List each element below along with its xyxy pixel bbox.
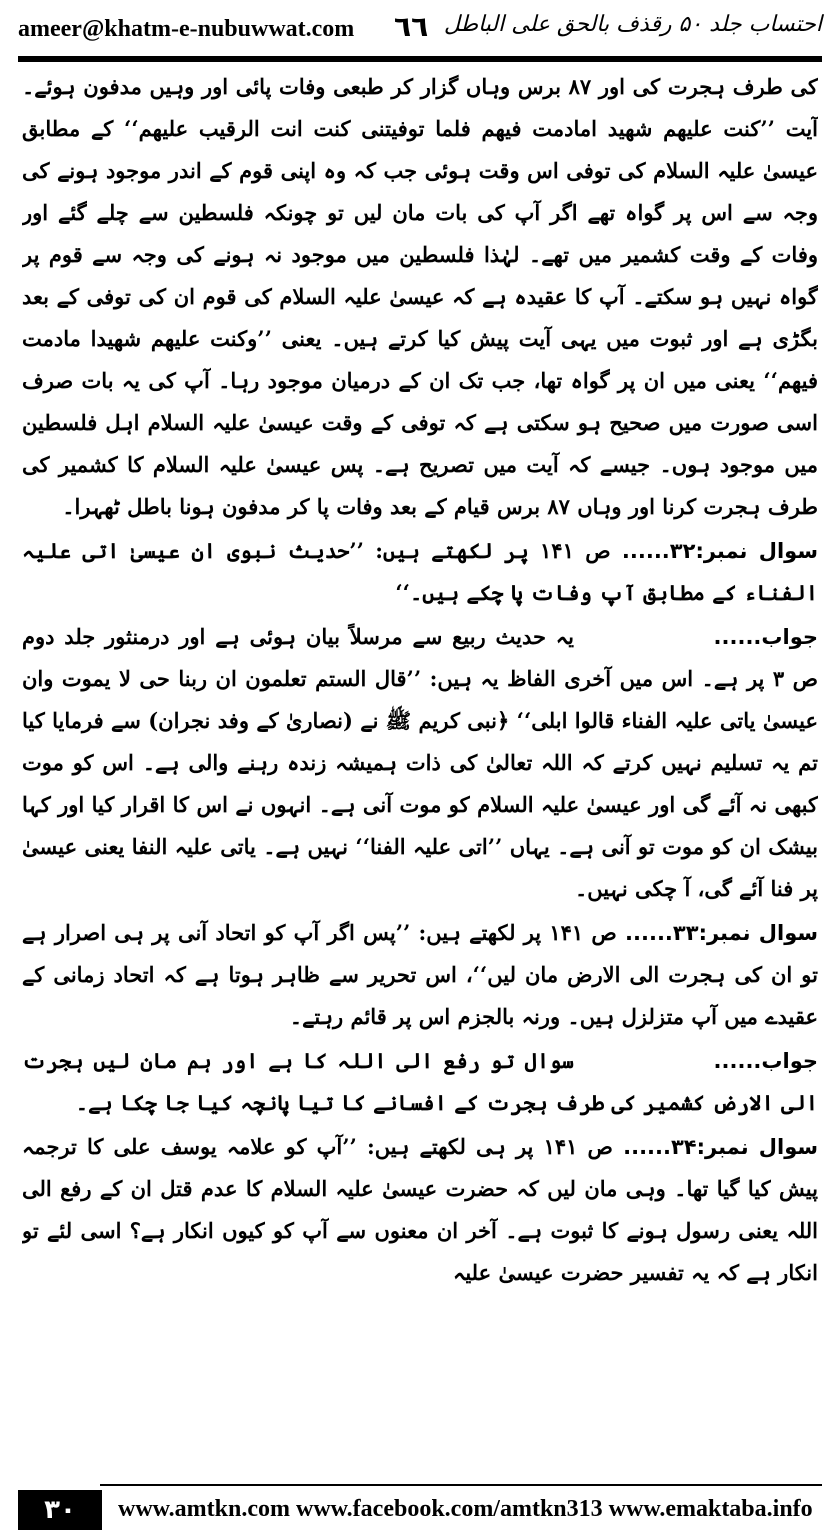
- question-34: [22, 1126, 818, 1294]
- question-label: سوال نمبر:۳۳......: [625, 921, 818, 945]
- question-33: [22, 912, 818, 1038]
- header-book-title: احتساب جلد ۵۰ رقذف بالحق علی الباطل: [443, 12, 822, 37]
- header-divider: [18, 56, 822, 62]
- paragraph-intro: [22, 66, 818, 528]
- paragraph-text: ص ۱۴۱ پر لکھتے ہیں: ’’حدیث نبوی ان عیسیٰ اتی علیہ الفناء کے مطابق آپ وفات پا چکے ہیں۔‘‘: [22, 538, 818, 605]
- footer-page-number: ۳۰: [18, 1490, 102, 1530]
- paragraph-text: کی طرف ہجرت کی اور ۸۷ برس وہاں گزار کر طبعی وفات پائی اور وہیں مدفون ہوئے۔ آیت ’’کنت علیھم شھید امادمت فیھم فلما توفیتنی کنت انت الرقیب علیھم‘‘ کے مطابق عیسیٰ علیہ السلام کی توفی اس وقت ہوئی جب کہ وہ اپنی قوم کے اندر موجود ہونے کی وجہ سے اس پر گواہ تھے اگر آپ کی بات مان لیں تو چونکہ فلسطین سے چلے گئے اور وفات کے وقت کشمیر میں تھے۔ لہٰذا فلسطین میں موجود نہ ہونے کی وجہ سے قوم پر گواہ نہیں ہو سکتے۔ آپ کا عقیدہ ہے کہ عیسیٰ علیہ السلام کی قوم ان کی توفی کے بعد بگڑی ہے اور ثبوت میں یہی آیت پیش کیا کرتے ہیں۔ یعنی ’’وکنت علیھم شھیدا مادمت فیھم‘‘ یعنی میں ان پر گواہ تھا، جب تک ان کے درمیان موجود رہا۔ آپ کی یہ بات صرف اسی صورت میں صحیح ہو سکتی ہے کہ توفی کے وقت عیسیٰ علیہ السلام اہل فلسطین میں موجود ہوں۔ جیسے کہ آیت میں تصریح ہے۔ پس عیسیٰ علیہ السلام کا کشمیر کی طرف ہجرت کرنا اور وہاں ۸۷ برس قیام کے بعد وفات پا کر مدفون ہونا باطل ٹھہرا۔: [22, 74, 818, 519]
- answer-33: [22, 1040, 818, 1124]
- footer-links[interactable]: www.amtkn.com www.facebook.com/amtkn313 www.emaktaba.info: [118, 1496, 813, 1522]
- paragraph-text: یہ حدیث ربیع سے مرسلاً بیان ہوئی ہے اور درمنثور جلد دوم ص ۳ پر ہے۔ اس میں آخری الفاظ یہ ہیں: ’’قال الستم تعلمون ان ربنا حی لا یموت وان عیسیٰ یاتی علیہ الفناء قالوا ابلی‘‘ ﴿نبی کریم ﷺ نے (نصاریٰ کے وفد نجران) سے فرمایا کیا تم یہ تسلیم نہیں کرتے کہ اللہ تعالیٰ کی ذات ہمیشہ زندہ رہنے والی ہے۔ اس کو موت کبھی نہ آئے گی اور عیسیٰ علیہ السلام کو موت آنی ہے۔ انہوں نے اس کا اقرار کیا اور کہا بیشک ان کو موت تو آنی ہے۔ یہاں ’’اتی علیہ الفنا‘‘ نہیں ہے۔ یاتی علیہ النفا یعنی عیسیٰ پر فنا آئے گی، آ چکی نہیں۔: [22, 624, 818, 901]
- footer-divider: [100, 1484, 822, 1486]
- page-header: [18, 10, 822, 50]
- answer-label: جواب......: [713, 625, 818, 649]
- answer-32: [22, 616, 818, 910]
- paragraph-text: سوال تو رفع الی اللہ کا ہے اور ہم مان لیں ہجرت الی الارض کشمیر کی طرف ہجرت کے افسانے کا تیا پانچہ کیا جا چکا ہے۔: [22, 1048, 818, 1115]
- page-footer: [18, 1490, 822, 1534]
- answer-label: جواب......: [713, 1049, 818, 1073]
- paragraph-text: ص ۱۴۱ پر ہی لکھتے ہیں: ’’آپ کو علامہ یوسف علی کا ترجمہ پیش کیا گیا تھا۔ وہی مان لیں کہ حضرت عیسیٰ علیہ السلام کا عدم قتل ان کے رفع الی اللہ یعنی رسول ہونے کا ثبوت ہے۔ آخر ان معنوں سے آپ کو کیوں انکار ہے؟ اسی لئے تو انکار ہے کہ یہ تفسیر حضرت عیسیٰ علیہ: [22, 1134, 818, 1285]
- question-label: سوال نمبر:۳۲......: [621, 539, 818, 563]
- header-email: ameer@khatm-e-nubuwwat.com: [18, 16, 355, 42]
- page-body: [22, 66, 818, 1464]
- paragraph-text: ص ۱۴۱ پر لکھتے ہیں: ’’پس اگر آپ کو اتحاد آنی پر ہی اصرار ہے تو ان کی ہجرت الی الارض مان لیں‘‘، اس تحریر سے ظاہر ہوتا ہے کہ اتحاد زمانی کے عقیدے میں آپ متزلزل ہیں۔ ورنہ بالجزم اس پر قائم رہتے۔: [22, 920, 818, 1029]
- header-page-number: ٦٦: [394, 10, 429, 43]
- question-label: سوال نمبر:۳۴......: [623, 1135, 818, 1159]
- question-32: [22, 530, 818, 614]
